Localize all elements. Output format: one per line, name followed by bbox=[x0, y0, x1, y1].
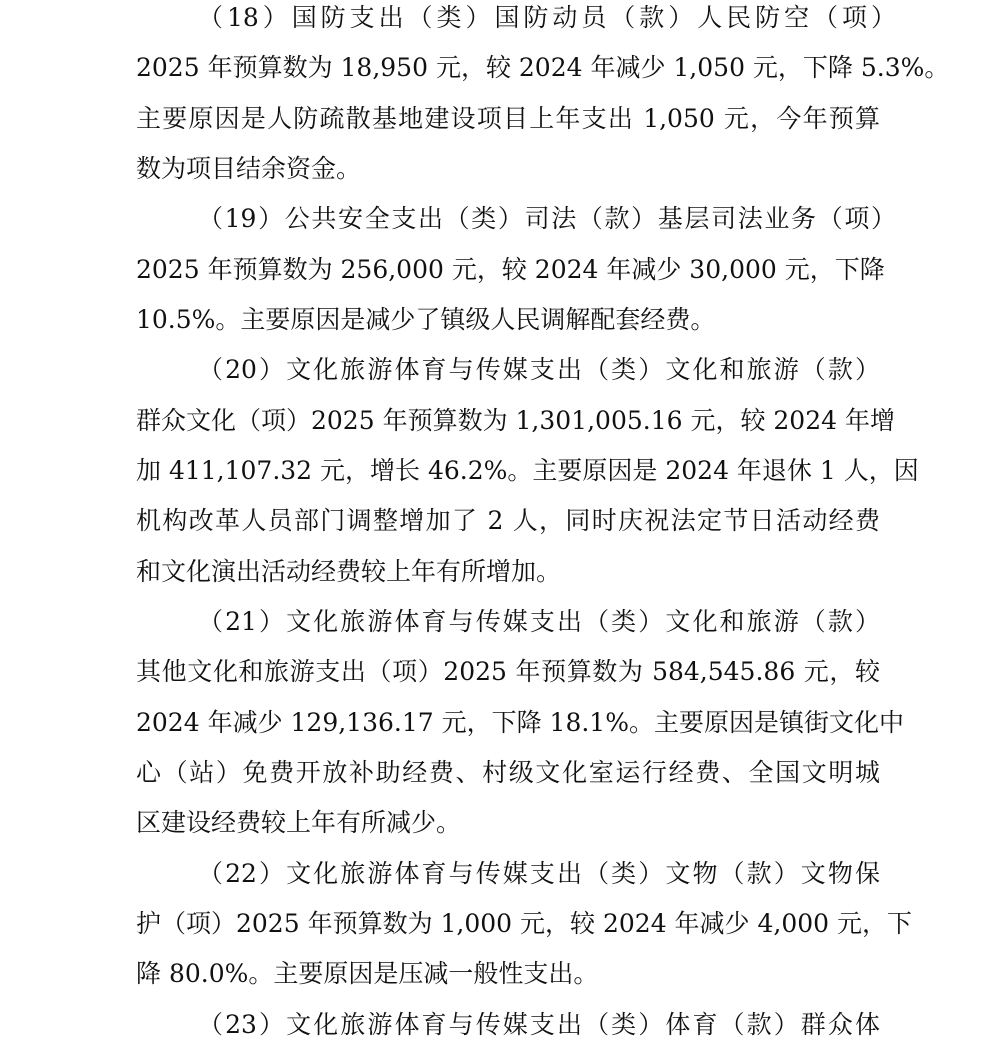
item-19-body-line: 10.5%。主要原因是减少了镇级人民调解配套经费。 bbox=[136, 305, 716, 334]
text-line bbox=[0, 250, 1000, 290]
text-line bbox=[0, 854, 1000, 894]
text-line bbox=[0, 552, 1000, 592]
text-line bbox=[0, 753, 1000, 793]
text-line bbox=[0, 149, 1000, 189]
text-line bbox=[0, 99, 1000, 139]
item-21-body-line: 区建设经费较上年有所减少。 bbox=[136, 808, 462, 837]
item-21-body-line: 其他文化和旅游支出（项）2025 年预算数为 584,545.86 元，较 bbox=[136, 657, 880, 686]
item-21-body-line: 2024 年减少 129,136.17 元，下降 18.1%。主要原因是镇街文化中 bbox=[136, 708, 904, 737]
item-20-heading: （20）文化旅游体育与传媒支出（类）文化和旅游（款） bbox=[198, 355, 880, 384]
item-22-body-line: 护（项）2025 年预算数为 1,000 元，较 2024 年减少 4,000 元，下 bbox=[136, 909, 913, 938]
text-line bbox=[0, 451, 1000, 491]
item-20-body-line: 机构改革人员部门调整增加了 2 人，同时庆祝法定节日活动经费 bbox=[136, 506, 880, 535]
item-19-heading: （19）公共安全支出（类）司法（款）基层司法业务（项） bbox=[198, 204, 896, 233]
item-20-body-line: 群众文化（项）2025 年预算数为 1,301,005.16 元，较 2024 年增 bbox=[136, 406, 895, 435]
item-23-heading: （23）文化旅游体育与传媒支出（类）体育（款）群众体 bbox=[198, 1010, 880, 1039]
text-line bbox=[0, 904, 1000, 944]
text-line bbox=[0, 48, 1000, 88]
item-22-body-line: 降 80.0%。主要原因是压减一般性支出。 bbox=[136, 959, 599, 988]
item-19-body-line: 2025 年预算数为 256,000 元，较 2024 年减少 30,000 元，下降 bbox=[136, 255, 885, 284]
text-line bbox=[0, 0, 1000, 38]
text-line bbox=[0, 350, 1000, 390]
item-22-heading: （22）文化旅游体育与传媒支出（类）文物（款）文物保 bbox=[198, 859, 880, 888]
text-line bbox=[0, 300, 1000, 340]
item-18-body-line: 2025 年预算数为 18,950 元，较 2024 年减少 1,050 元，下降 5.3%。 bbox=[136, 53, 950, 82]
text-line bbox=[0, 652, 1000, 692]
text-line bbox=[0, 199, 1000, 239]
text-line bbox=[0, 602, 1000, 642]
item-18-body-line: 主要原因是人防疏散基地建设项目上年支出 1,050 元，今年预算 bbox=[136, 104, 880, 133]
text-line bbox=[0, 954, 1000, 994]
item-21-body-line: 心（站）免费开放补助经费、村级文化室运行经费、全国文明城 bbox=[136, 758, 880, 787]
item-21-heading: （21）文化旅游体育与传媒支出（类）文化和旅游（款） bbox=[198, 607, 880, 636]
text-line bbox=[0, 501, 1000, 541]
text-line bbox=[0, 703, 1000, 743]
item-20-body-line: 加 411,107.32 元，增长 46.2%。主要原因是 2024 年退休 1 人，因 bbox=[136, 456, 919, 485]
item-18-heading: （18）国防支出（类）国防动员（款）人民防空（项） bbox=[198, 3, 896, 32]
text-line bbox=[0, 401, 1000, 441]
text-line bbox=[0, 803, 1000, 843]
text-line bbox=[0, 1005, 1000, 1045]
item-20-body-line: 和文化演出活动经费较上年有所增加。 bbox=[136, 557, 562, 586]
item-18-body-line: 数为项目结余资金。 bbox=[136, 154, 362, 183]
